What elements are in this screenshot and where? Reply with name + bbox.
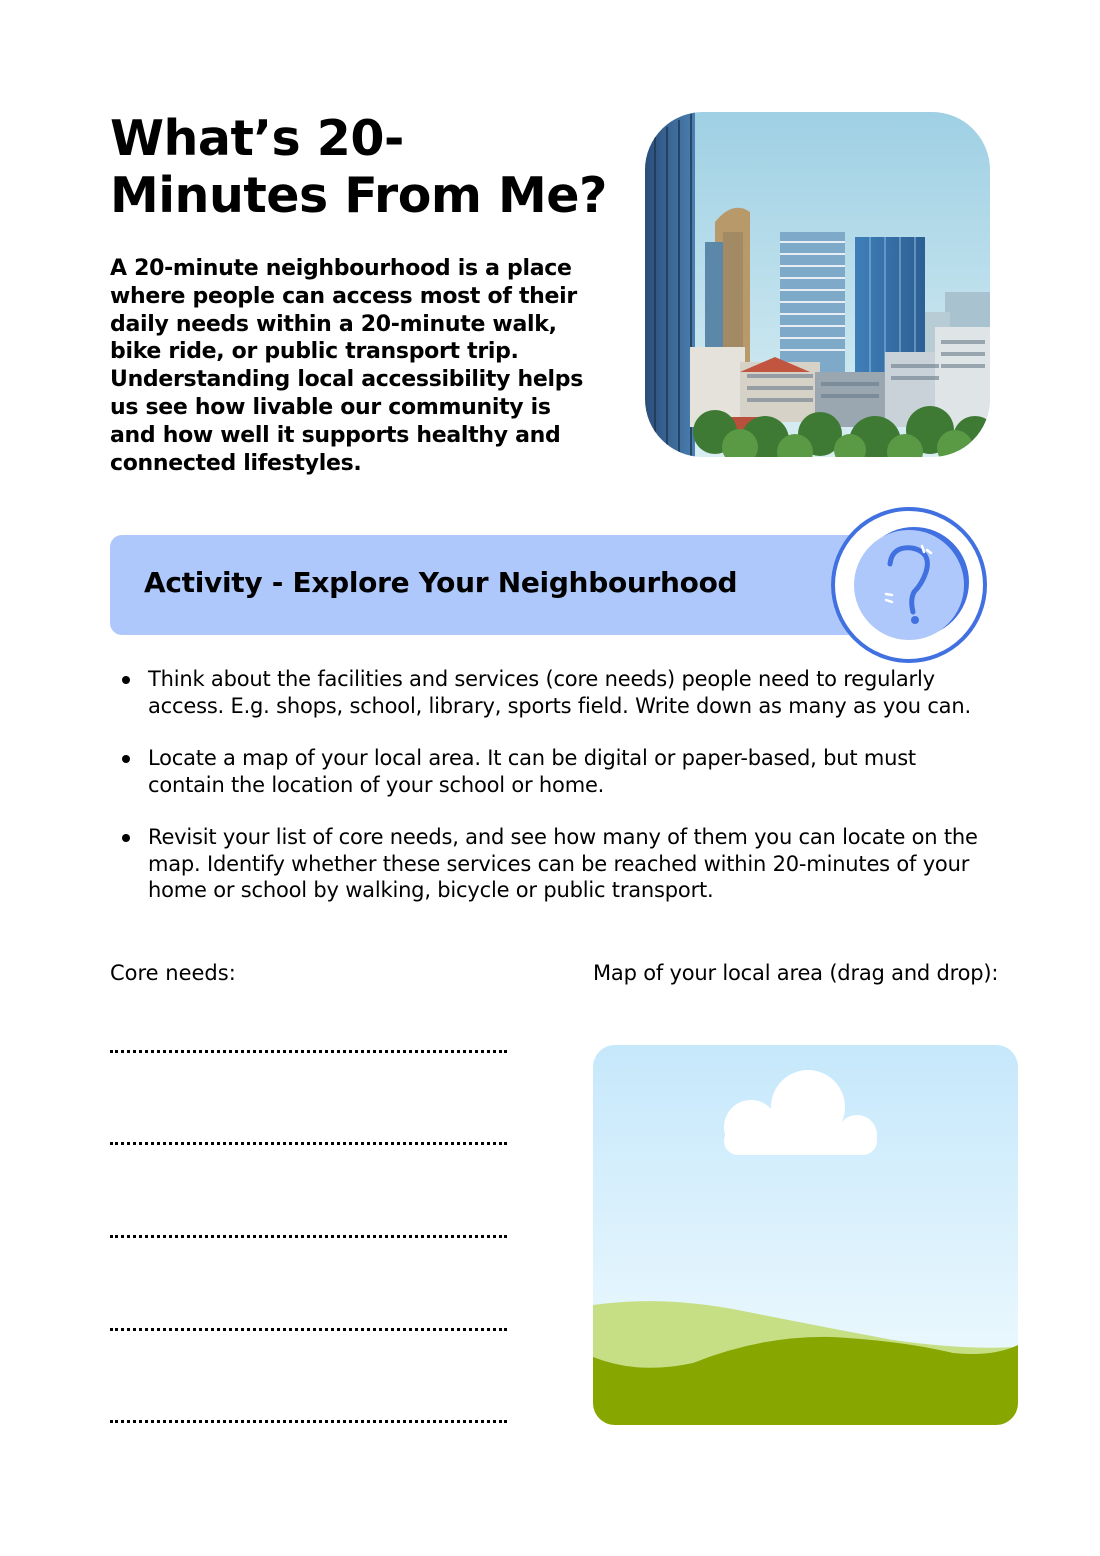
instructions-list [110,666,990,930]
instruction-text: Locate a map of your local area. It can be digital or paper-based, but must contain the location of your school or home. [148,746,916,797]
image-placeholder-icon [593,1045,1018,1425]
core-needs-entry-line[interactable] [110,1235,507,1238]
map-label: Map of your local area (drag and drop): [593,961,999,985]
list-item [110,745,990,798]
map-drop-zone[interactable] [593,1045,1018,1425]
bullet-icon [122,755,130,763]
activity-title: Activity - Explore Your Neighbourhood [144,566,738,599]
city-skyline-photo [645,112,990,457]
bullet-icon [122,676,130,684]
core-needs-entry-line[interactable] [110,1328,507,1331]
core-needs-entry-line[interactable] [110,1142,507,1145]
question-mark-icon [828,504,990,666]
core-needs-entry-line[interactable] [110,1420,507,1423]
instruction-text: Revisit your list of core needs, and see how many of them you can locate on the map. Identify whether these services can be reached within 20-minutes of your home or school by walking, bicycle or public transport. [148,825,978,902]
list-item [110,824,990,904]
intro-paragraph: A 20-minute neighbourhood is a place where people can access most of their daily needs within a 20-minute walk, bike ride, or public transport trip. Understanding local accessibility helps us see how livable our community is and how well it supports healthy and connected lifestyles. [110,256,583,476]
list-item [110,666,990,719]
activity-banner [110,535,900,635]
instruction-text: Think about the facilities and services (core needs) people need to regularly access. E.g. shops, school, library, sports field. Write down as many as you can. [148,667,971,718]
bullet-icon [122,834,130,842]
core-needs-entry-line[interactable] [110,1050,507,1053]
page-title: What’s 20-Minutes From Me? [110,110,607,224]
core-needs-label: Core needs: [110,961,236,985]
